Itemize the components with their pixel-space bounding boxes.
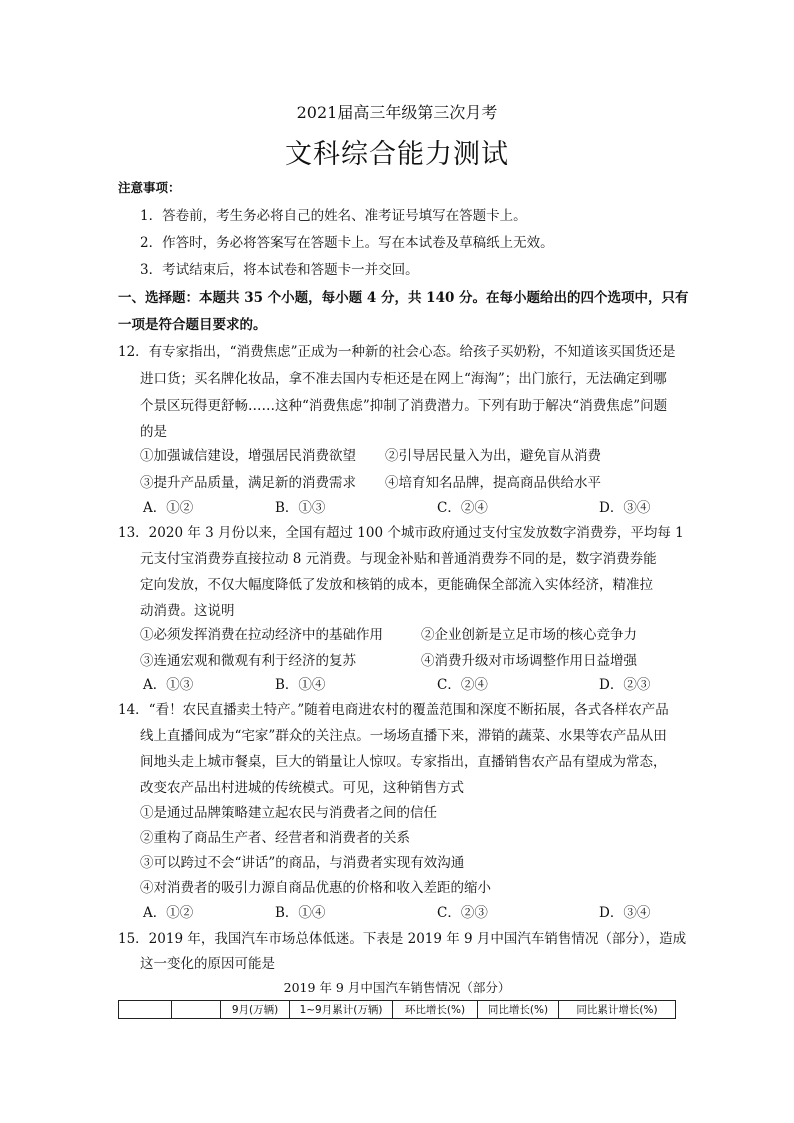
question-stem: 元支付宝消费券直接拉动 8 元消费。与现金补贴和普通消费券不同的是，数字消费券能 xyxy=(140,551,657,567)
question-stem: 12．有专家指出，“消费焦虑”正成为一种新的社会心态。给孩子买奶粉，不知道该买国货还是 xyxy=(118,344,676,360)
choice-d: D．③④ xyxy=(599,905,651,921)
choice-c: C．②④ xyxy=(437,677,488,693)
choice-d: D．③④ xyxy=(599,500,651,516)
statement-item: ①必须发挥消费在拉动经济中的基础作用 xyxy=(140,627,383,643)
table-header-cell: 同比累计增长(%) xyxy=(559,1001,676,1019)
statement-item: ③可以跨过不会“讲话”的商品，与消费者实现有效沟通 xyxy=(140,855,465,871)
statement-item: ②重构了商品生产者、经营者和消费者的关系 xyxy=(140,830,410,846)
table-header-cell: 同比增长(%) xyxy=(478,1001,559,1019)
statement-item: ②企业创新是立足市场的核心竞争力 xyxy=(421,627,637,643)
question-stem: 定向发放，不仅大幅度降低了发放和核销的成本，更能确保全部流入实体经济，精准拉 xyxy=(140,577,653,593)
question-stem: 13．2020 年 3 月份以来，全国有超过 100 个城市政府通过支付宝发放数字消费券，平均每 1 xyxy=(118,525,684,541)
choice-b: B．①④ xyxy=(275,677,326,693)
statement-item: ④消费升级对市场调整作用日益增强 xyxy=(421,653,637,669)
question-stem: 动消费。这说明 xyxy=(140,603,235,619)
table-header-cell: 9月(万辆) xyxy=(221,1001,290,1019)
notes-heading: 注意事项： xyxy=(118,180,181,195)
question-stem: 15．2019 年，我国汽车市场总体低迷。下表是 2019 年 9 月中国汽车销售情况（部分），造成 xyxy=(118,931,687,947)
question-stem: 这一变化的原因可能是 xyxy=(140,956,275,972)
note-item: 2．作答时，务必将答案写在答题卡上。写在本试卷及草稿纸上无效。 xyxy=(140,235,554,251)
table-header-row xyxy=(119,1001,676,1019)
subject-title: 文科综合能力测试 xyxy=(285,139,509,170)
section-instruction: 一、选择题：本题共 35 个小题，每小题 4 分，共 140 分。在每小题给出的四个选项中，只有 xyxy=(118,290,689,306)
choice-c: C．②③ xyxy=(437,905,488,921)
question-stem: 改变农产品出村进城的传统模式。可见，这种销售方式 xyxy=(140,780,464,796)
choice-b: B．①③ xyxy=(275,500,326,516)
choice-a: A．①② xyxy=(143,500,194,516)
choice-c: C．②④ xyxy=(437,500,488,516)
sales-table xyxy=(118,1000,676,1019)
table-header-cell xyxy=(172,1001,221,1019)
question-stem: 个景区玩得更舒畅……这种“消费焦虑”抑制了消费潜力。下列有助于解决“消费焦虑”问题 xyxy=(140,398,668,414)
note-item: 3．考试结束后，将本试卷和答题卡一并交回。 xyxy=(140,262,419,278)
choice-d: D．②③ xyxy=(599,677,651,693)
table-header-cell: 1~9月累计(万辆) xyxy=(290,1001,393,1019)
table-header-cell: 环比增长(%) xyxy=(393,1001,478,1019)
statement-item: ①加强诚信建设，增强居民消费欲望 xyxy=(140,448,356,464)
statement-item: ④培育知名品牌，提高商品供给水平 xyxy=(385,475,601,491)
note-item: 1．答卷前，考生务必将自己的姓名、准考证号填写在答题卡上。 xyxy=(140,208,527,224)
statement-item: ④对消费者的吸引力源自商品优惠的价格和收入差距的缩小 xyxy=(140,880,491,896)
question-stem: 14．“看！农民直播卖土特产。”随着电商进农村的覆盖范围和深度不断拓展，各式各样农产品 xyxy=(118,702,669,718)
statement-item: ①是通过品牌策略建立起农民与消费者之间的信任 xyxy=(140,805,437,821)
choice-a: A．①③ xyxy=(143,677,194,693)
table-title: 2019 年 9 月中国汽车销售情况（部分） xyxy=(283,980,511,995)
choice-a: A．①② xyxy=(143,905,194,921)
statement-item: ③提升产品质量，满足新的消费需求 xyxy=(140,475,356,491)
question-stem: 的是 xyxy=(140,424,167,440)
choice-b: B．①④ xyxy=(275,905,326,921)
section-instruction: 一项是符合题目要求的。 xyxy=(118,317,267,333)
question-stem: 间地头走上城市餐桌，巨大的销量让人惊叹。专家指出，直播销售农产品有望成为常态， xyxy=(140,754,667,770)
exam-title: 2021届高三年级第三次月考 xyxy=(296,103,498,122)
statement-item: ③连通宏观和微观有利于经济的复苏 xyxy=(140,653,356,669)
table-header-cell xyxy=(119,1001,172,1019)
question-stem: 进口货；买名牌化妆品，拿不准去国内专柜还是在网上“海淘”；出门旅行，无法确定到哪 xyxy=(140,371,667,387)
statement-item: ②引导居民量入为出，避免盲从消费 xyxy=(385,448,601,464)
question-stem: 线上直播间成为“宅家”群众的关注点。一场场直播下来，滞销的蔬菜、水果等农产品从田 xyxy=(140,728,667,744)
